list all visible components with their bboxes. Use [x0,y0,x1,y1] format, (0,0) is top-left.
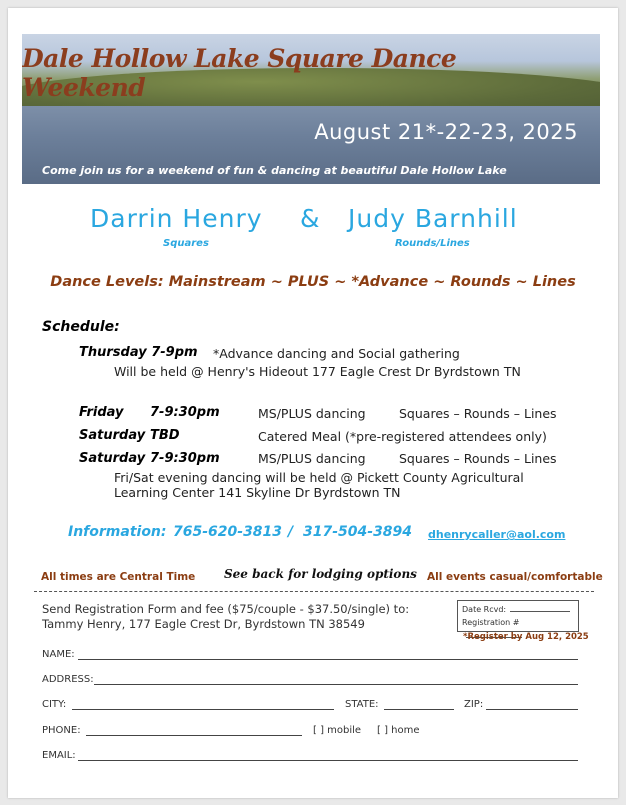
office-use-box [457,600,579,632]
info-separator: / [288,524,294,540]
address-field[interactable] [94,684,578,685]
contact-email-link[interactable]: dhenrycaller@aol.com [428,528,566,541]
name-field[interactable] [78,659,578,660]
email-label: EMAIL: [42,750,76,761]
fri-sat-location-1: Fri/Sat evening dancing will be held @ Pickett County Agricultural [114,470,524,485]
schedule-heading: Schedule: [42,319,120,335]
reg-number-label: Registration # [462,618,520,627]
row-time: TBD [150,428,180,443]
row-event: MS/PLUS dancing [258,451,366,466]
caller-role-1: Squares [163,238,209,249]
thursday-location: Will be held @ Henry's Hideout 177 Eagle Crest Dr Byrdstown TN [114,364,521,379]
row-day: Friday [79,405,124,420]
home-checkbox[interactable]: [ ] home [377,725,420,736]
row-event: Catered Meal (*pre-registered attendees only) [258,429,547,444]
zip-label: ZIP: [464,699,484,710]
event-dates: August 21*-22-23, 2025 [314,120,578,144]
address-label: ADDRESS: [42,674,94,685]
city-label: CITY: [42,699,67,710]
event-title: Dale Hollow Lake Square Dance Weekend [22,44,457,102]
date-rcvd-label: Date Rcvd: [462,605,507,614]
registration-line-1: Send Registration Form and fee ($75/couple - $37.50/single) to: [42,602,410,616]
info-phone-1: 765-620-3813 [173,524,283,540]
row-time: 7-9:30pm [150,405,220,420]
lodging-note: See back for lodging options [224,567,417,581]
lake-banner-image [22,34,600,184]
state-field[interactable] [384,709,454,710]
mobile-checkbox[interactable]: [ ] mobile [313,725,362,736]
banner-subtitle: Come join us for a weekend of fun & dancing at beautiful Dale Hollow Lake [42,164,507,177]
caller-name-1: Darrin Henry [90,204,263,233]
cut-line-divider [34,591,594,592]
row-time: 7-9:30pm [150,451,220,466]
phone-field[interactable] [86,735,302,736]
caller-role-2: Rounds/Lines [395,238,470,249]
casual-note: All events casual/comfortable [427,571,603,583]
name-label: NAME: [42,649,75,660]
row-extra: Squares – Rounds – Lines [399,451,557,466]
thursday-desc: *Advance dancing and Social gathering [213,346,460,361]
caller-name-2: Judy Barnhill [348,204,518,233]
row-event: MS/PLUS dancing [258,406,366,421]
email-field[interactable] [78,760,578,761]
zip-field[interactable] [486,709,578,710]
flyer-page [8,8,618,798]
info-phone-2: 317-504-3894 [303,524,413,540]
fri-sat-location-2: Learning Center 141 Skyline Dr Byrdstown TN [114,485,401,500]
central-time-note: All times are Central Time [41,571,196,583]
city-field[interactable] [72,709,334,710]
date-rcvd-line[interactable] [510,611,570,612]
phone-label: PHONE: [42,725,81,736]
callers-ampersand: & [300,204,321,233]
row-day: Saturday [79,428,146,443]
row-day: Saturday [79,451,146,466]
registration-instructions [42,602,409,632]
dance-levels: Dance Levels: Mainstream ~ PLUS ~ *Advance ~ Rounds ~ Lines [50,274,576,290]
registration-line-2: Tammy Henry, 177 Eagle Crest Dr, Byrdstown TN 38549 [42,617,365,631]
info-label: Information: [68,524,167,540]
register-by-note: *Register by Aug 12, 2025 [463,632,589,642]
row-extra: Squares – Rounds – Lines [399,406,557,421]
state-label: STATE: [345,699,379,710]
thursday-day: Thursday 7-9pm [79,345,198,360]
